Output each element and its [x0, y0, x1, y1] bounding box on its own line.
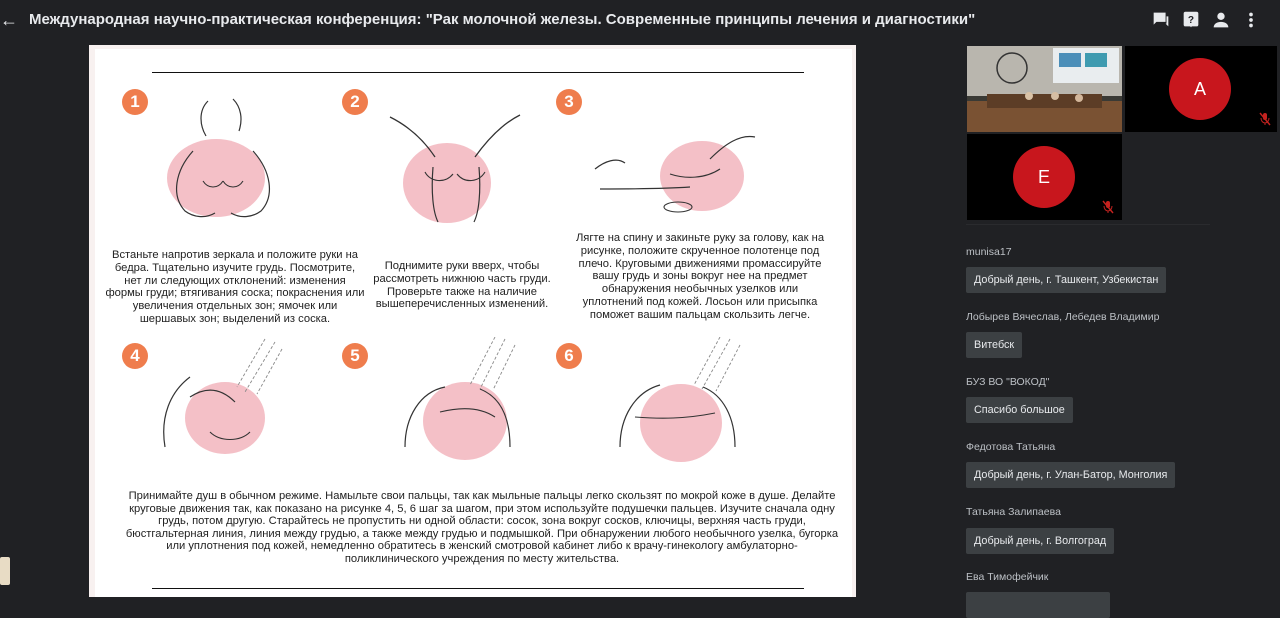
chat-icon[interactable] — [1150, 9, 1172, 31]
presenter-thumbnail[interactable] — [0, 557, 10, 585]
chat-divider — [966, 224, 1210, 225]
step-number-3: 3 — [556, 89, 582, 115]
conference-room-video — [967, 46, 1122, 132]
step-4-illustration — [150, 337, 290, 472]
chat-sender-name: Федотова Татьяна — [966, 441, 1056, 453]
step-3-illustration — [590, 119, 765, 219]
step-6-illustration — [605, 337, 755, 477]
step-number-6: 6 — [556, 343, 582, 369]
step-number-2: 2 — [342, 89, 368, 115]
mic-off-icon — [1259, 112, 1271, 126]
chat-sender-name: munisa17 — [966, 246, 1012, 258]
top-bar — [0, 0, 1280, 40]
arrow-left-icon[interactable]: ← — [0, 10, 18, 30]
chat-sender-name: Лобырев Вячеслав, Лебедев Владимир — [966, 311, 1160, 323]
participant-avatar-a: A — [1169, 58, 1231, 120]
svg-text:?: ? — [1187, 14, 1195, 26]
chat-message: Спасибо большое — [966, 397, 1073, 423]
mic-off-icon — [1102, 200, 1114, 214]
meeting-title: Международная научно-практическая конференция: "Рак молочной железы. Современные принципы лечения и диагностики" — [29, 11, 976, 28]
chat-message: Добрый день, г. Ташкент, Узбекистан — [966, 267, 1166, 293]
chat-sender-name: Ева Тимофейчик — [966, 571, 1049, 583]
chat-message: Добрый день, г. Волгоград — [966, 528, 1114, 554]
participant-avatar-e: E — [1013, 146, 1075, 208]
more-vert-icon[interactable] — [1240, 9, 1262, 31]
chat-message: Витебск — [966, 332, 1022, 358]
chat-message — [966, 592, 1110, 618]
step-number-1: 1 — [122, 89, 148, 115]
step-2-illustration — [385, 97, 525, 227]
chat-sender-name: БУЗ ВО "ВОКОД" — [966, 376, 1050, 388]
step-5-illustration — [385, 337, 530, 477]
step-3-text: Лягте на спину и закиньте руку за голову, как на рисунке, положите скрученное полотенце под плечо. Круговыми движениями промассируйте вашу грудь и зоны вокруг нее на предмет обнаружения необычных узелков или уплотнений под кожей. Лосьон или присыпка поможет вашим пальцам скользить легче. — [575, 232, 825, 321]
help-icon[interactable] — [1180, 9, 1202, 31]
slide-content — [95, 49, 852, 597]
person-icon[interactable] — [1210, 9, 1232, 31]
participant-tile-e[interactable] — [967, 134, 1122, 220]
step-number-5: 5 — [342, 343, 368, 369]
step-1-illustration — [153, 91, 293, 231]
chat-message: Добрый день, г. Улан-Батор, Монголия — [966, 462, 1175, 488]
step-number-4: 4 — [122, 343, 148, 369]
shower-instructions-text: Принимайте душ в обычном режиме. Намыльте свои пальцы, так как мыльные пальцы легко скользят по мокрой коже в душе. Делайте круговые движения так, как показано на рисунке 4, 5, 6 шаг за шагом, при этом используйте подушечки пальцев. Изучите сначала одну грудь, потом другую. Старайтесь не пропустить ни одной области: сосок, зона вокруг сосков, ключицы, верхняя часть груди, бюстгальтерная линия, линия между грудью, а также между грудью и подмышкой. При обнаружении любого необычного узелка, бугорка или уплотнения под кожей, немедленно обратитесь в женский смотровой кабинет либо к врачу-гинекологу амбулаторно-поликлинического учреждения по месту жительства. — [125, 490, 839, 565]
chat-sender-name: Татьяна Залипаева — [966, 506, 1061, 518]
step-2-text: Поднимите руки вверх, чтобы рассмотреть нижнюю часть груди. Проверьте также на наличие вышеперечисленных изменений. — [373, 260, 551, 311]
step-1-text: Встаньте напротив зеркала и положите руки на бедра. Тщательно изучите грудь. Посмотрите, нет ли следующих отклонений: изменения формы груди; втягивания соска; покраснения или увеличения отдельных зон; ямочек или шершавых зон; выделений из соска. — [105, 249, 365, 325]
slide-bottom-rule — [152, 588, 804, 589]
presentation-slide — [89, 45, 856, 597]
slide-top-rule — [152, 72, 804, 73]
participant-tile-a[interactable] — [1125, 46, 1277, 132]
participant-video-tile[interactable] — [967, 46, 1122, 132]
